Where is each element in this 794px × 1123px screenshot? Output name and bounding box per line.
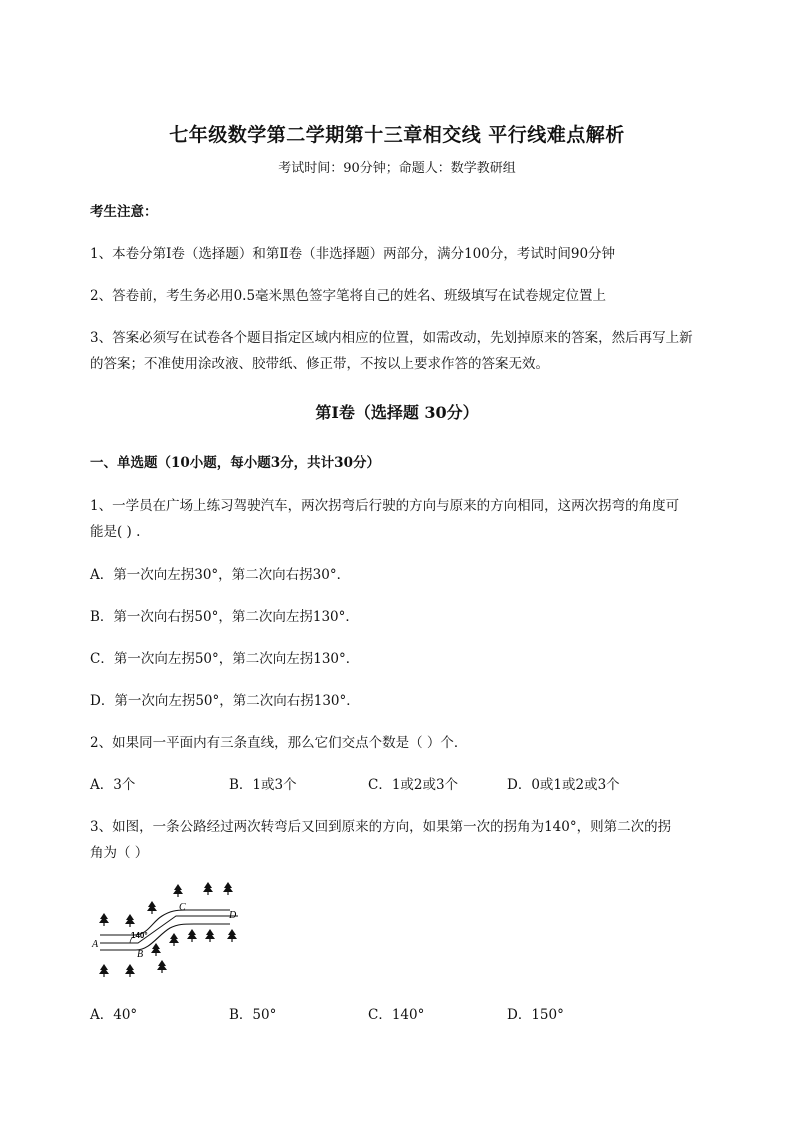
q1-stem-line-1: 1、一学员在广场上练习驾驶汽车，两次拐弯后行驶的方向与原来的方向相同，这两次拐弯的角度可 (90, 498, 680, 514)
exam-info: 考试时间：90分钟；命题人：数学教研组 (278, 161, 516, 176)
angle-label: 140° (131, 931, 148, 940)
q3-stem-line-1: 3、如图，一条公路经过两次转弯后又回到原来的方向，如果第一次的拐角为140°，则第二次的拐 (90, 819, 672, 835)
tree-icon (205, 929, 215, 942)
notice-item-2: 2、答卷前，考生务必用0.5毫米黑色签字笔将自己的姓名、班级填写在试卷规定位置上 (90, 288, 607, 304)
tree-icon (125, 964, 135, 977)
tree-icon (227, 929, 237, 942)
label-d: D (229, 910, 237, 921)
tree-icon (99, 964, 109, 977)
q1-option-c: C．第一次向左拐50°，第二次向左拐130°． (90, 651, 360, 667)
tree-icon (169, 933, 179, 946)
tree-icon (187, 929, 197, 942)
route-line (100, 916, 238, 943)
label-b: B (137, 949, 144, 960)
q3-option-c: C．140° (368, 1007, 425, 1023)
q1-option-b: B．第一次向右拐50°，第二次向左拐130°． (90, 609, 359, 625)
notice-item-3-cont: 的答案；不准使用涂改液、胶带纸、修正带，不按以上要求作答的答案无效。 (90, 356, 549, 372)
road-figure (90, 878, 250, 980)
tree-icon (147, 901, 157, 914)
notice-heading: 考生注意： (90, 204, 158, 220)
q2-option-c: C．1或2或3个 (368, 777, 459, 793)
notice-item-3: 3、答案必须写在试卷各个题目指定区域内相应的位置，如需改动，先划掉原来的答案，然后再写上新 (90, 330, 693, 346)
label-a: A (92, 939, 99, 950)
q2-option-d: D．0或1或2或3个 (507, 777, 620, 793)
tree-icon (157, 960, 167, 973)
q2-option-b: B．1或3个 (229, 777, 297, 793)
q1-stem-line-2: 能是( ) . (90, 524, 141, 540)
tree-icon (151, 943, 161, 956)
section-title: 第I卷（选择题 30分） (315, 403, 479, 422)
q3-option-b: B．50° (229, 1007, 277, 1023)
part-title: 一、单选题（10小题，每小题3分，共计30分） (90, 455, 380, 471)
tree-icon (125, 914, 135, 927)
q3-stem-line-2: 角为（ ） (90, 845, 149, 861)
q1-option-a: A．第一次向左拐30°，第二次向右拐30°． (90, 567, 351, 583)
q3-option-d: D．150° (507, 1007, 564, 1023)
q2-stem: 2、如果同一平面内有三条直线，那么它们交点个数是（ ）个． (90, 735, 468, 751)
page-title: 七年级数学第二学期第十三章相交线 平行线难点解析 (169, 124, 625, 146)
tree-icon (203, 882, 213, 895)
q3-option-a: A．40° (90, 1007, 138, 1023)
notice-item-1: 1、本卷分第I卷（选择题）和第Ⅱ卷（非选择题）两部分，满分100分，考试时间90分钟 (90, 246, 616, 262)
q2-option-a: A．3个 (90, 777, 136, 793)
tree-icon (223, 882, 233, 895)
tree-icon (173, 884, 183, 897)
q1-option-d: D．第一次向左拐50°，第二次向右拐130°． (90, 693, 360, 709)
label-c: C (179, 902, 186, 913)
tree-icon (99, 913, 109, 926)
